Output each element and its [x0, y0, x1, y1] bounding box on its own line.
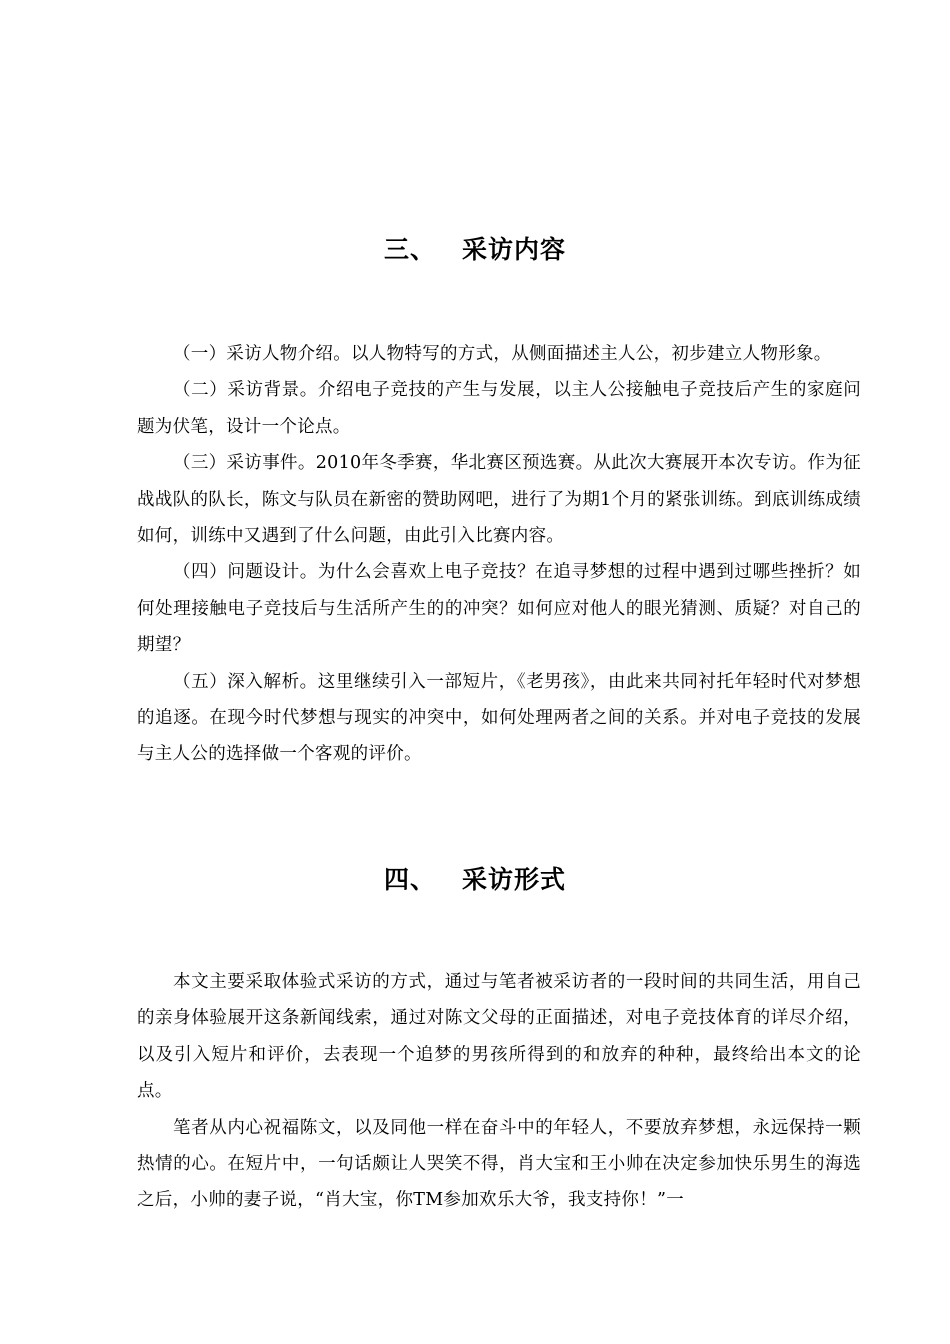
section-body-interview-format [137, 964, 861, 1219]
section-body-interview-content [137, 336, 861, 773]
section-number: 三、 [383, 235, 436, 264]
paragraph: （一）采访人物介绍。以人物特写的方式，从侧面描述主人公，初步建立人物形象。 [173, 344, 832, 364]
paragraph: （三）采访事件。2010年冬季赛，华北赛区预选赛。从此次大赛展开本次专访。作为征战战队的队长，陈文与队员在新密的赞助网吧，进行了为期1个月的紧张训练。到底训练成绩如何，训练中又遇到了什么问题，由此引入比赛内容。 [137, 453, 861, 547]
section-heading-interview-format [0, 860, 950, 896]
paragraph: （四）问题设计。为什么会喜欢上电子竞技？在追寻梦想的过程中遇到过哪些挫折？如何处理接触电子竞技后与生活所产生的的冲突？如何应对他人的眼光猜测、质疑？对自己的期望？ [137, 562, 861, 656]
section-title: 采访形式 [462, 865, 567, 894]
section-title: 采访内容 [462, 235, 567, 264]
section-heading-interview-content [0, 230, 950, 266]
paragraph: （五）深入解析。这里继续引入一部短片，《老男孩》，由此来共同衬托年轻时代对梦想的追逐。在现今时代梦想与现实的冲突中，如何处理两者之间的关系。并对电子竞技的发展与主人公的选择做一个客观的评价。 [137, 671, 861, 765]
section-number: 四、 [383, 865, 436, 894]
paragraph: 笔者从内心祝福陈文，以及同他一样在奋斗中的年轻人，不要放弃梦想，永远保持一颗热情的心。在短片中，一句话颇让人哭笑不得，肖大宝和王小帅在决定参加快乐男生的海选之后，小帅的妻子说，“肖大宝，你TM参加欢乐大爷，我支持你！”一 [137, 1117, 861, 1211]
paragraph: 本文主要采取体验式采访的方式，通过与笔者被采访者的一段时间的共同生活，用自己的亲身体验展开这条新闻线索，通过对陈文父母的正面描述，对电子竞技体育的详尽介绍，以及引入短片和评价，去表现一个追梦的男孩所得到的和放弃的种种，最终给出本文的论点。 [137, 972, 861, 1102]
paragraph: （二）采访背景。介绍电子竞技的产生与发展，以主人公接触电子竞技后产生的家庭问题为伏笔，设计一个论点。 [137, 380, 861, 437]
